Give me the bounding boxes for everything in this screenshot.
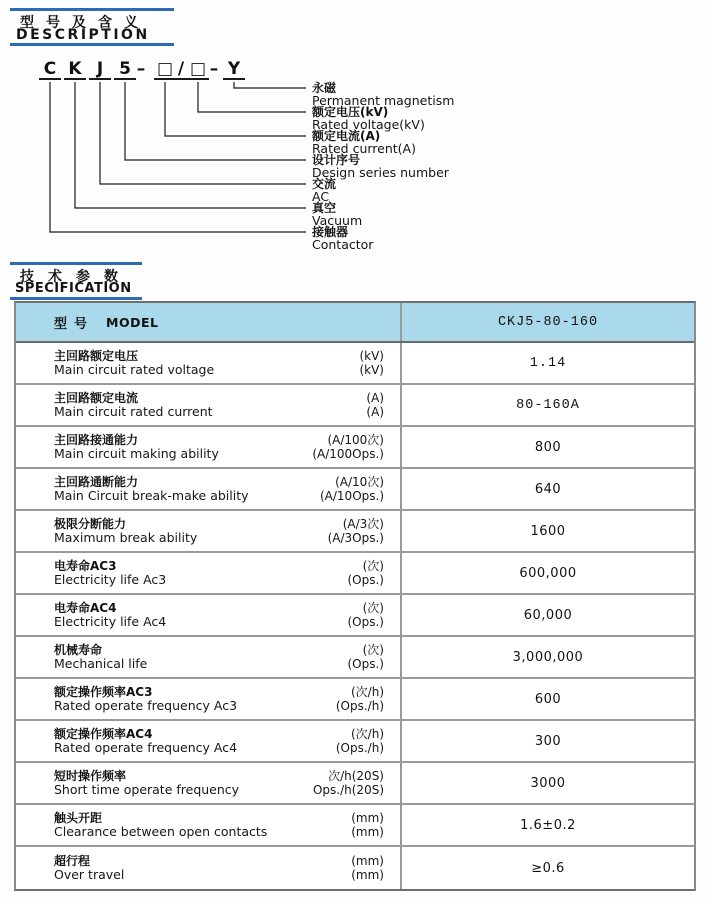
param-unit-cn: (次) (362, 601, 384, 615)
model-label-cn: 永磁 (312, 81, 337, 95)
table-row (16, 637, 694, 679)
param-unit-en: (A) (366, 405, 384, 419)
param-name-cn: 主回路额定电压 (54, 349, 139, 363)
param-line-cn (54, 349, 384, 363)
model-label-en: Rated voltage(kV) (312, 116, 425, 132)
param-unit-cn: 次/h(20S) (328, 769, 384, 783)
table-row (16, 721, 694, 763)
param-name-cn: 电寿命AC3 (54, 559, 117, 573)
param-value: 3,000,000 (512, 649, 584, 665)
table-row (16, 511, 694, 553)
param-name-en: Rated operate frequency Ac4 (54, 740, 238, 755)
table-row (16, 343, 694, 385)
table-row (16, 427, 694, 469)
param-line-en (54, 615, 384, 629)
param-line-en (54, 783, 384, 797)
model-char: Y (223, 58, 245, 80)
model-label (312, 178, 336, 203)
param-unit-en: (Ops.) (347, 573, 384, 587)
header-label-cn: 型号 (54, 316, 95, 332)
table-row (16, 763, 694, 805)
param-value: 640 (534, 481, 562, 497)
param-cell (16, 805, 400, 845)
param-line-cn (54, 811, 384, 825)
param-unit-en: (mm) (351, 868, 384, 882)
model-value: CKJ5-80-160 (497, 314, 599, 330)
specification-table (14, 301, 696, 891)
param-unit-en: (Ops.) (347, 657, 384, 671)
rule-top (10, 262, 142, 265)
value-cell (400, 847, 694, 889)
param-name-en: Over travel (54, 867, 125, 882)
param-name-en: Electricity life Ac4 (54, 614, 167, 629)
rule-bottom (10, 297, 142, 300)
model-char: J (89, 58, 111, 80)
param-value: 300 (534, 733, 562, 749)
model-label-en: Permanent magnetism (312, 92, 455, 108)
description-title-cn: 型号及含义 (20, 15, 150, 31)
model-label-en: Contactor (312, 236, 374, 252)
specification-title-en: SPECIFICATION (15, 281, 132, 296)
value-cell (400, 343, 694, 383)
param-line-cn (54, 433, 384, 447)
model-char: C (39, 58, 61, 80)
param-unit-cn: (A/100次) (327, 433, 384, 447)
param-unit-cn: (A/3次) (342, 517, 384, 531)
table-row (16, 385, 694, 427)
param-name-cn: 触头开距 (54, 811, 103, 825)
param-line-en (54, 447, 384, 461)
header-label-en: MODEL (106, 314, 159, 330)
param-name-cn: 额定操作频率AC4 (54, 727, 153, 741)
param-name-cn: 短时操作频率 (54, 769, 127, 783)
param-unit-cn: (次) (362, 643, 384, 657)
specification-title-cn: 技术参数 (20, 269, 132, 285)
table-row (16, 679, 694, 721)
param-value: 3000 (530, 775, 566, 791)
value-cell (400, 637, 694, 677)
param-name-en: Short time operate frequency (54, 782, 240, 797)
model-label-en: Vacuum (312, 212, 363, 228)
param-unit-en: (A/3Ops.) (327, 531, 384, 545)
table-row (16, 469, 694, 511)
value-cell (400, 595, 694, 635)
model-char: 5 (114, 58, 136, 80)
param-line-en (54, 825, 384, 839)
table-header-param-cell (16, 303, 400, 341)
param-cell (16, 595, 400, 635)
param-name-en: Main circuit rated current (54, 404, 213, 419)
param-unit-en: (Ops.) (347, 615, 384, 629)
param-unit-cn: (mm) (351, 811, 384, 825)
param-unit-en: (kV) (359, 363, 384, 377)
model-char: □ (154, 58, 176, 80)
param-value: 1600 (530, 523, 566, 539)
model-label-en: Design series number (312, 164, 449, 180)
value-cell (400, 385, 694, 425)
param-name-cn: 额定操作频率AC3 (54, 685, 153, 699)
param-value: 80-160A (516, 397, 580, 413)
param-unit-en: (mm) (351, 825, 384, 839)
param-cell (16, 763, 400, 803)
model-label (312, 202, 362, 227)
param-unit-en: (A/10Ops.) (319, 489, 384, 503)
model-label-en: Rated current(A) (312, 140, 416, 156)
param-cell (16, 469, 400, 509)
param-cell (16, 721, 400, 761)
param-name-en: Main Circuit break-make ability (54, 488, 249, 503)
param-line-cn (54, 475, 384, 489)
model-label (312, 82, 454, 107)
param-name-cn: 超行程 (54, 854, 91, 868)
param-line-cn (54, 643, 384, 657)
param-name-cn: 极限分断能力 (54, 517, 127, 531)
model-label (312, 154, 449, 179)
param-name-cn: 电寿命AC4 (54, 601, 117, 615)
param-cell (16, 553, 400, 593)
model-char: – (209, 59, 219, 79)
param-name-en: Electricity life Ac3 (54, 572, 167, 587)
model-label-cn: 接触器 (312, 225, 349, 239)
model-label-cn: 设计序号 (312, 153, 361, 167)
param-line-en (54, 657, 384, 671)
param-unit-en: (Ops./h) (335, 699, 384, 713)
param-line-en (54, 741, 384, 755)
param-name-cn: 主回路接通能力 (54, 433, 139, 447)
model-char: – (136, 59, 146, 79)
value-cell (400, 763, 694, 803)
param-name-cn: 主回路通断能力 (54, 475, 139, 489)
param-value: 1.6±0.2 (520, 817, 576, 833)
param-unit-en: (Ops./h) (335, 741, 384, 755)
param-unit-cn: (A) (366, 391, 384, 405)
param-unit-cn: (kV) (359, 349, 384, 363)
param-cell (16, 511, 400, 551)
param-cell (16, 847, 400, 889)
param-value: 600 (534, 691, 562, 707)
param-line-cn (54, 854, 384, 868)
param-line-cn (54, 727, 384, 741)
param-line-en (54, 405, 384, 419)
param-line-en (54, 699, 384, 713)
param-unit-en: Ops./h(20S) (312, 783, 384, 797)
table-header-row (16, 303, 694, 343)
param-line-en (54, 363, 384, 377)
param-line-cn (54, 685, 384, 699)
param-unit-cn: (A/10次) (335, 475, 384, 489)
param-cell (16, 385, 400, 425)
param-unit-en: (A/100Ops.) (312, 447, 384, 461)
param-value: 800 (534, 439, 562, 455)
param-line-en (54, 868, 384, 882)
value-cell (400, 469, 694, 509)
param-line-en (54, 573, 384, 587)
param-unit-cn: (次/h) (350, 727, 384, 741)
model-label-cn: 额定电压(kV) (312, 105, 389, 119)
param-unit-cn: (mm) (351, 854, 384, 868)
param-line-cn (54, 517, 384, 531)
param-name-en: Main circuit rated voltage (54, 362, 215, 377)
param-line-en (54, 489, 384, 503)
table-row (16, 847, 694, 889)
param-line-cn (54, 601, 384, 615)
param-value: 600,000 (519, 565, 577, 581)
param-name-cn: 主回路额定电流 (54, 391, 139, 405)
model-label (312, 226, 373, 251)
value-cell (400, 721, 694, 761)
param-cell (16, 427, 400, 467)
param-unit-cn: (次/h) (350, 685, 384, 699)
param-name-en: Main circuit making ability (54, 446, 219, 461)
model-char: / (170, 58, 192, 80)
value-cell (400, 553, 694, 593)
param-name-en: Clearance between open contacts (54, 824, 268, 839)
param-line-cn (54, 559, 384, 573)
param-name-cn: 机械寿命 (54, 643, 103, 657)
model-label-en: AC (312, 188, 330, 204)
value-cell (400, 679, 694, 719)
param-name-en: Mechanical life (54, 656, 148, 671)
param-cell (16, 343, 400, 383)
model-label-cn: 交流 (312, 177, 337, 191)
param-value: ≥0.6 (531, 860, 565, 876)
value-cell (400, 427, 694, 467)
model-label (312, 106, 425, 131)
param-cell (16, 637, 400, 677)
value-cell (400, 511, 694, 551)
param-line-cn (54, 391, 384, 405)
model-char: K (64, 58, 86, 80)
description-title-en: DESCRIPTION (16, 27, 150, 43)
param-unit-cn: (次) (362, 559, 384, 573)
param-name-en: Maximum break ability (54, 530, 198, 545)
value-cell (400, 805, 694, 845)
param-line-en (54, 531, 384, 545)
param-name-en: Rated operate frequency Ac3 (54, 698, 238, 713)
model-label-cn: 额定电流(A) (312, 129, 381, 143)
spec-table-body (16, 343, 694, 889)
table-row (16, 595, 694, 637)
model-label-cn: 真空 (312, 201, 337, 215)
param-line-cn (54, 769, 384, 783)
table-row (16, 805, 694, 847)
param-cell (16, 679, 400, 719)
table-header-model-cell (400, 303, 694, 341)
model-char: □ (187, 58, 209, 80)
table-row (16, 553, 694, 595)
model-label (312, 130, 416, 155)
param-value: 1.14 (529, 355, 567, 371)
param-value: 60,000 (523, 607, 573, 623)
